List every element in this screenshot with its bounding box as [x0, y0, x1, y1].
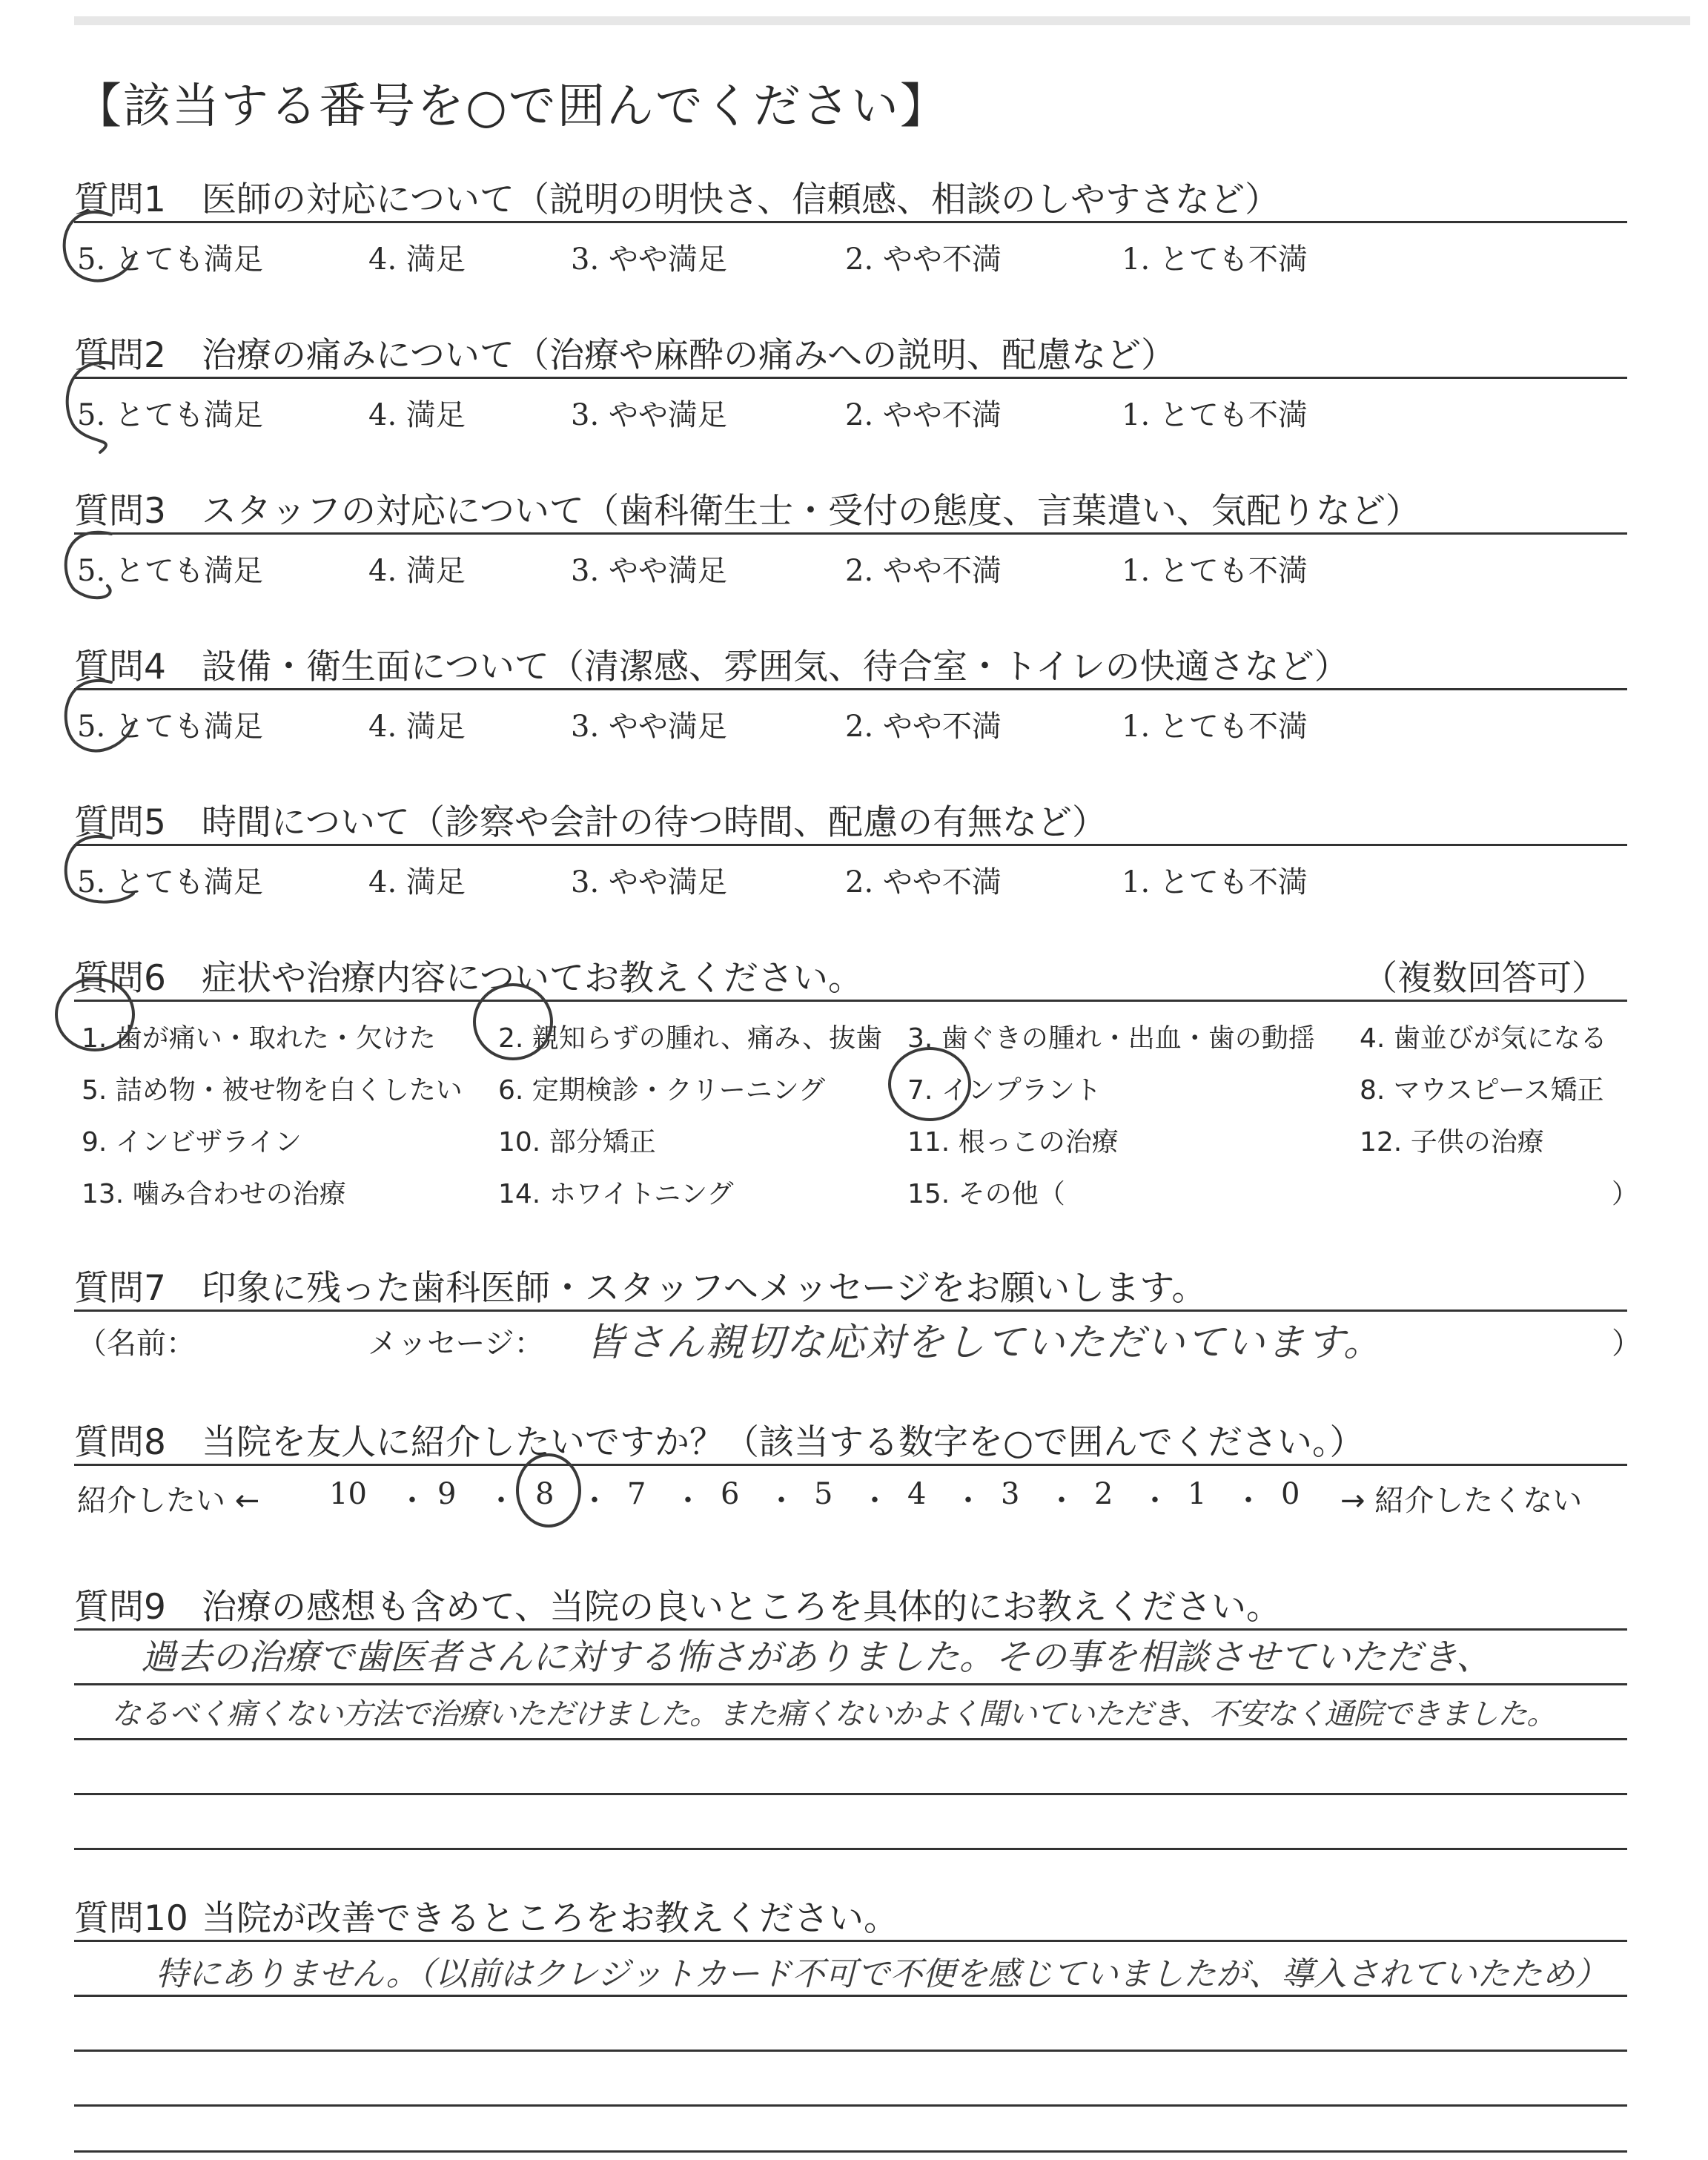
question-number: 質問5 [74, 802, 166, 843]
scale-dot: ・ [580, 1484, 609, 1518]
scale-dot: ・ [953, 1484, 983, 1518]
option-1[interactable]: 1. とても不満 [1122, 554, 1308, 588]
circle-mark-q1 [64, 212, 133, 281]
question-text: 当院を友人に紹介したいですか？（該当する数字を○で囲んでください。） [202, 1422, 1365, 1463]
question-number: 質問3 [74, 491, 166, 532]
symptom-item[interactable]: 11. 根っこの治療 [907, 1127, 1119, 1157]
circle-mark-q5 [66, 836, 133, 902]
option-4[interactable]: 4. 満足 [368, 398, 466, 432]
scale-value[interactable]: 3 [1001, 1477, 1020, 1511]
option-5[interactable]: 5. とても満足 [77, 398, 263, 432]
question-text: 症状や治療内容についてお教えください。 [202, 958, 864, 999]
handwritten-answer-line: 過去の治療で歯医者さんに対する怖さがありました。その事を相談させていただき、 [141, 1636, 1492, 1678]
option-1[interactable]: 1. とても不満 [1122, 242, 1308, 277]
question-text: 時間について（診察や会計の待つ時間、配慮の有無など） [202, 802, 1108, 843]
option-5[interactable]: 5. とても満足 [77, 554, 263, 588]
scale-value[interactable]: 5 [814, 1477, 833, 1511]
circle-mark-q6-2 [474, 985, 552, 1059]
scale-value[interactable]: 0 [1281, 1477, 1300, 1511]
option-5[interactable]: 5. とても満足 [77, 710, 263, 744]
question-number: 質問7 [74, 1268, 166, 1309]
message-label: メッセージ： [368, 1327, 544, 1361]
question-number: 質問4 [74, 647, 166, 687]
circle-mark-q3 [66, 532, 111, 598]
question-text: 印象に残った歯科医師・スタッフへメッセージをお願いします。 [202, 1268, 1207, 1309]
symptom-item[interactable]: 14. ホワイトニング [498, 1179, 734, 1209]
scale-value[interactable]: 6 [721, 1477, 740, 1511]
symptom-item[interactable]: 2. 親知らずの腫れ、痛み、抜歯 [498, 1023, 883, 1054]
scale-value[interactable]: 7 [627, 1477, 646, 1511]
scale-dot: ・ [860, 1484, 890, 1518]
scale-dot: ・ [1234, 1484, 1263, 1518]
option-3[interactable]: 3. やや満足 [571, 242, 727, 277]
option-5[interactable]: 5. とても満足 [77, 242, 263, 277]
symptom-item[interactable]: 10. 部分矯正 [498, 1127, 656, 1157]
option-1[interactable]: 1. とても不満 [1122, 865, 1308, 899]
option-3[interactable]: 3. やや満足 [571, 398, 727, 432]
scale-value[interactable]: 1 [1188, 1477, 1207, 1511]
option-4[interactable]: 4. 満足 [368, 865, 466, 899]
symptom-item[interactable]: 13. 噛み合わせの治療 [82, 1179, 346, 1209]
symptom-item[interactable]: 7. インプラント [907, 1075, 1102, 1106]
option-4[interactable]: 4. 満足 [368, 554, 466, 588]
question-number: 質問9 [74, 1587, 166, 1628]
scale-dot: ・ [397, 1484, 427, 1518]
symptom-item[interactable]: 8. マウスピース矯正 [1360, 1075, 1604, 1106]
page-title: 【該当する番号を○で囲んでください】 [74, 79, 949, 134]
option-3[interactable]: 3. やや満足 [571, 865, 727, 899]
symptom-item[interactable]: 6. 定期検診・クリーニング [498, 1075, 826, 1106]
option-5[interactable]: 5. とても満足 [77, 865, 263, 899]
symptom-item[interactable]: 5. 詰め物・被せ物を白くしたい [82, 1075, 463, 1106]
option-1[interactable]: 1. とても不満 [1122, 398, 1308, 432]
option-2[interactable]: 2. やや不満 [845, 554, 1002, 588]
option-4[interactable]: 4. 満足 [368, 710, 466, 744]
scale-dot: ・ [1140, 1484, 1170, 1518]
circle-mark-q6-1 [56, 979, 133, 1050]
question-number: 質問10 [74, 1898, 188, 1939]
option-2[interactable]: 2. やや不満 [845, 242, 1002, 277]
question-number: 質問2 [74, 335, 166, 376]
option-1[interactable]: 1. とても不満 [1122, 710, 1308, 744]
symptom-item[interactable]: 15. その他（ [907, 1179, 1065, 1209]
handwritten-answer-line: なるべく痛くない方法で治療いただけました。また痛くないかよく聞いていただき、不安なく通院できました。 [111, 1697, 1556, 1731]
name-label: （名前： [77, 1327, 196, 1361]
scale-left-label: 紹介したい ← [77, 1484, 260, 1518]
message-close-paren: ） [1612, 1327, 1641, 1361]
question-text: 医師の対応について（説明の明快さ、信頼感、相談のしやすさなど） [202, 179, 1280, 220]
scale-value[interactable]: 8 [535, 1477, 555, 1511]
symptom-item[interactable]: 3. 歯ぐきの腫れ・出血・歯の動揺 [907, 1023, 1315, 1054]
question-text: スタッフの対応について（歯科衛生士・受付の態度、言葉遣い、気配りなど） [202, 491, 1421, 532]
question-text: 当院が改善できるところをお教えください。 [202, 1898, 898, 1939]
question-number: 質問6 [74, 958, 166, 999]
option-4[interactable]: 4. 満足 [368, 242, 466, 277]
scale-dot: ・ [767, 1484, 796, 1518]
option-2[interactable]: 2. やや不満 [845, 865, 1002, 899]
scale-right-label: → 紹介したくない [1340, 1484, 1583, 1518]
circle-mark-q6-7 [890, 1048, 970, 1120]
scale-value[interactable]: 9 [437, 1477, 457, 1511]
scale-dot: ・ [486, 1484, 516, 1518]
question-text: 設備・衛生面について（清潔感、雰囲気、待合室・トイレの快適さなど） [202, 647, 1349, 687]
symptom-item[interactable]: 12. 子供の治療 [1360, 1127, 1544, 1157]
circle-mark-q4 [66, 681, 133, 751]
symptom-item[interactable]: 4. 歯並びが気になる [1360, 1023, 1607, 1054]
scale-value[interactable]: 4 [907, 1477, 927, 1511]
handwritten-answer-line: 特にありません。（以前はクレジットカード不可で不便を感じていましたが、導入されていたため） [156, 1955, 1608, 1993]
circle-mark-q8 [517, 1455, 580, 1526]
multiple-answer-note: （複数回答可） [1363, 958, 1606, 999]
other-close-paren: ） [1612, 1179, 1639, 1209]
option-2[interactable]: 2. やや不満 [845, 710, 1002, 744]
question-text: 治療の感想も含めて、当院の良いところを具体的にお教えください。 [202, 1587, 1282, 1628]
handwritten-message: 皆さん親切な応対をしていただいています。 [586, 1321, 1383, 1365]
scale-dot: ・ [1047, 1484, 1076, 1518]
symptom-item[interactable]: 1. 歯が痛い・取れた・欠けた [82, 1023, 436, 1054]
question-number: 質問8 [74, 1422, 166, 1463]
scale-value[interactable]: 10 [329, 1477, 367, 1511]
question-number: 質問1 [74, 179, 166, 220]
option-3[interactable]: 3. やや満足 [571, 710, 727, 744]
circle-mark-q2 [67, 363, 113, 452]
option-3[interactable]: 3. やや満足 [571, 554, 727, 588]
symptom-item[interactable]: 9. インビザライン [82, 1127, 302, 1157]
scale-value[interactable]: 2 [1094, 1477, 1113, 1511]
option-2[interactable]: 2. やや不満 [845, 398, 1002, 432]
question-text: 治療の痛みについて（治療や麻酔の痛みへの説明、配慮など） [202, 335, 1176, 376]
scale-dot: ・ [673, 1484, 703, 1518]
